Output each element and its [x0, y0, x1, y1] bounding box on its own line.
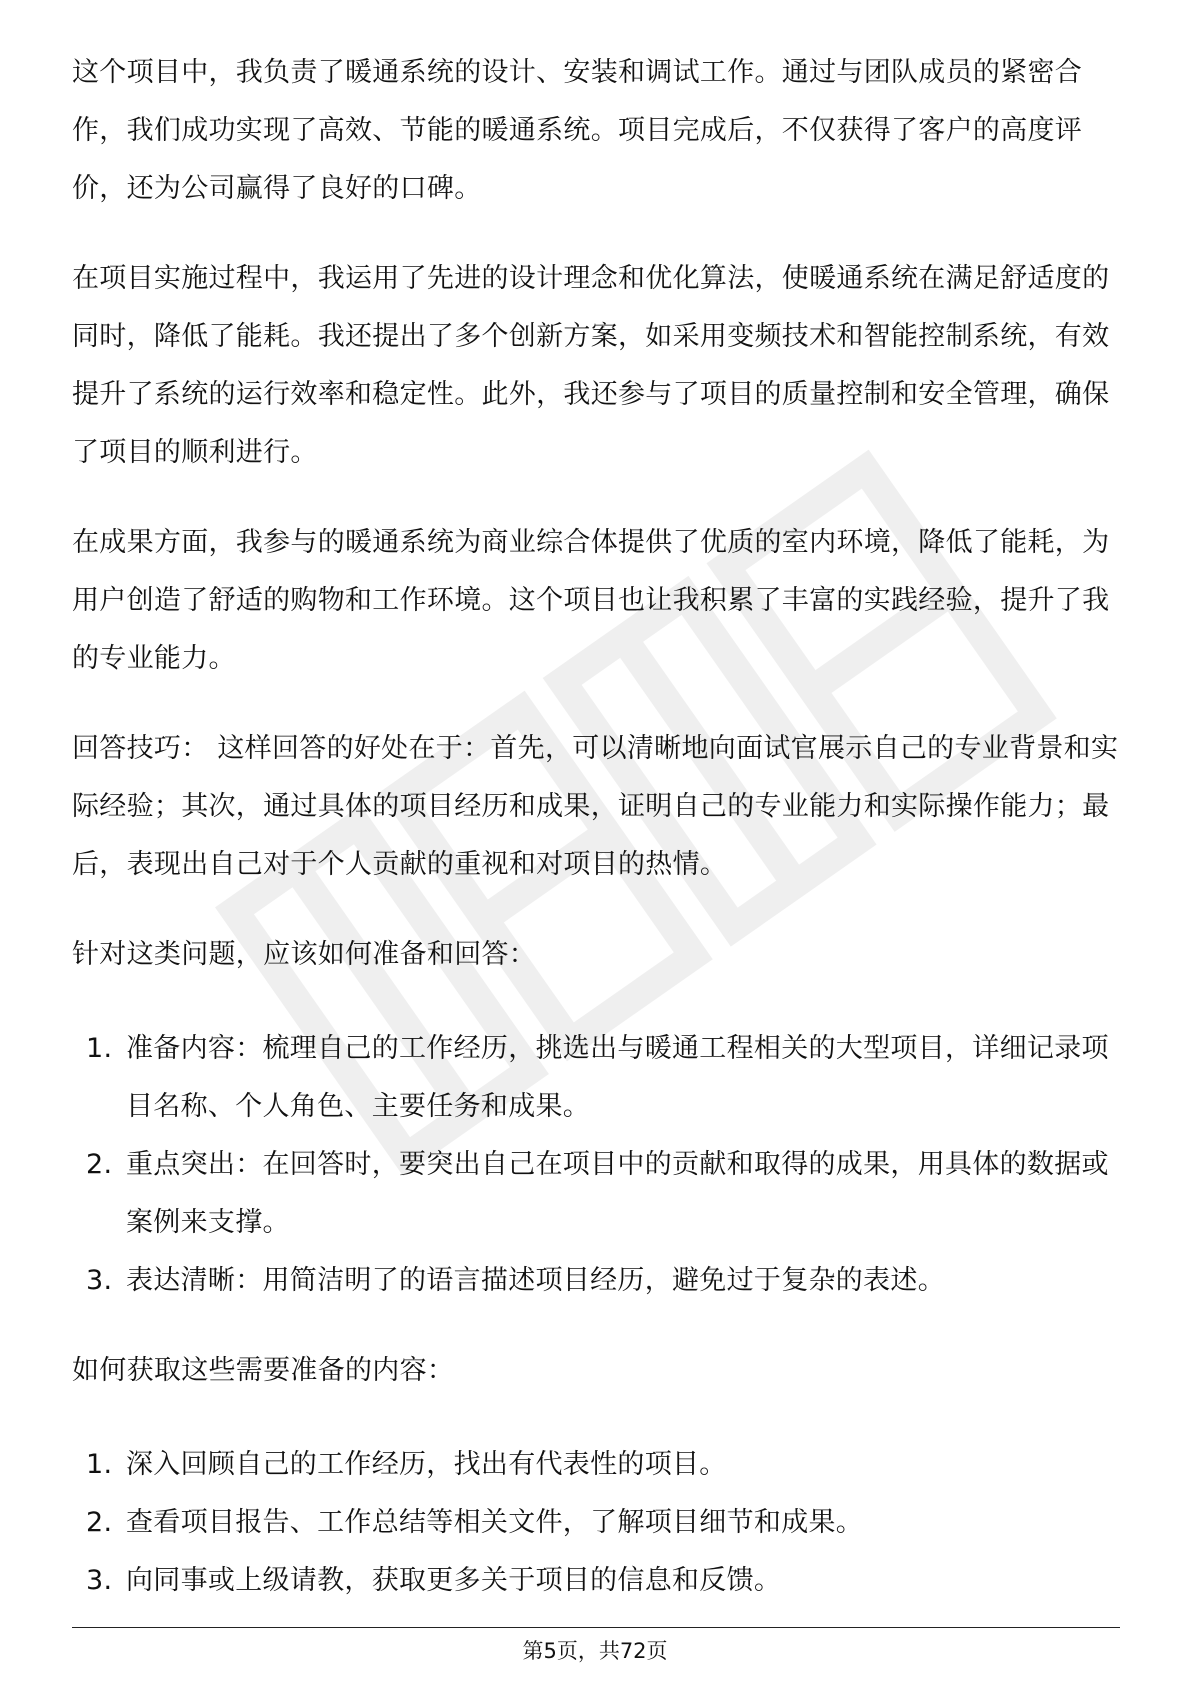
list-item-text: 深入回顾自己的工作经历，找出有代表性的项目。	[126, 1449, 727, 1480]
list-number: 2.	[86, 1149, 113, 1180]
paragraph-obtain-heading: 如何获取这些需要准备的内容：	[72, 1355, 455, 1386]
list-item-text: 准备内容：梳理自己的工作经历，挑选出与暖通工程相关的大型项目，详细记录项目名称、个人角色、主要任务和成果。	[126, 1033, 1109, 1122]
paragraph-project-role: 这个项目中，我负责了暖通系统的设计、安装和调试工作。通过与团队成员的紧密合作，我们成功实现了高效、节能的暖通系统。项目完成后，不仅获得了客户的高度评价，还为公司赢得了良好的口碑。	[72, 57, 1083, 204]
list-item-text: 向同事或上级请教，获取更多关于项目的信息和反馈。	[126, 1565, 782, 1596]
list-item	[72, 1436, 1120, 1494]
paragraph-results: 在成果方面，我参与的暖通系统为商业综合体提供了优质的室内环境，降低了能耗，为用户创造了舒适的购物和工作环境。这个项目也让我积累了丰富的实践经验，提升了我的专业能力。	[72, 527, 1110, 674]
list-number: 3.	[86, 1565, 113, 1596]
paragraph-implementation: 在项目实施过程中，我运用了先进的设计理念和优化算法，使暖通系统在满足舒适度的同时，降低了能耗。我还提出了多个创新方案，如采用变频技术和智能控制系统，有效提升了系统的运行效率和稳定性。此外，我还参与了项目的质量控制和安全管理，确保了项目的顺利进行。	[72, 263, 1110, 468]
list-item	[72, 1136, 1120, 1252]
prepare-list	[72, 1020, 1120, 1310]
list-item-text: 重点突出：在回答时，要突出自己在项目中的贡献和取得的成果，用具体的数据或案例来支撑。	[126, 1149, 1109, 1238]
footer-divider	[72, 1627, 1120, 1628]
list-item	[72, 1252, 1120, 1310]
list-number: 1.	[86, 1449, 113, 1480]
paragraph-answer-tips: 回答技巧： 这样回答的好处在于：首先，可以清晰地向面试官展示自己的专业背景和实际经验；其次，通过具体的项目经历和成果，证明自己的专业能力和实际操作能力；最后，表现出自己对于个人贡献的重视和对项目的热情。	[72, 733, 1119, 880]
list-item	[72, 1494, 1120, 1552]
list-item	[72, 1020, 1120, 1136]
obtain-list	[72, 1436, 1120, 1610]
paragraph-prepare-heading: 针对这类问题，应该如何准备和回答：	[72, 939, 537, 970]
list-number: 1.	[86, 1033, 113, 1064]
document-body	[72, 44, 1120, 1610]
page-number: 第5页，共72页	[522, 1639, 668, 1663]
list-number: 3.	[86, 1265, 113, 1296]
list-item	[72, 1552, 1120, 1610]
list-item-text: 表达清晰：用简洁明了的语言描述项目经历，避免过于复杂的表述。	[126, 1265, 945, 1296]
list-number: 2.	[86, 1507, 113, 1538]
list-item-text: 查看项目报告、工作总结等相关文件，了解项目细节和成果。	[126, 1507, 864, 1538]
